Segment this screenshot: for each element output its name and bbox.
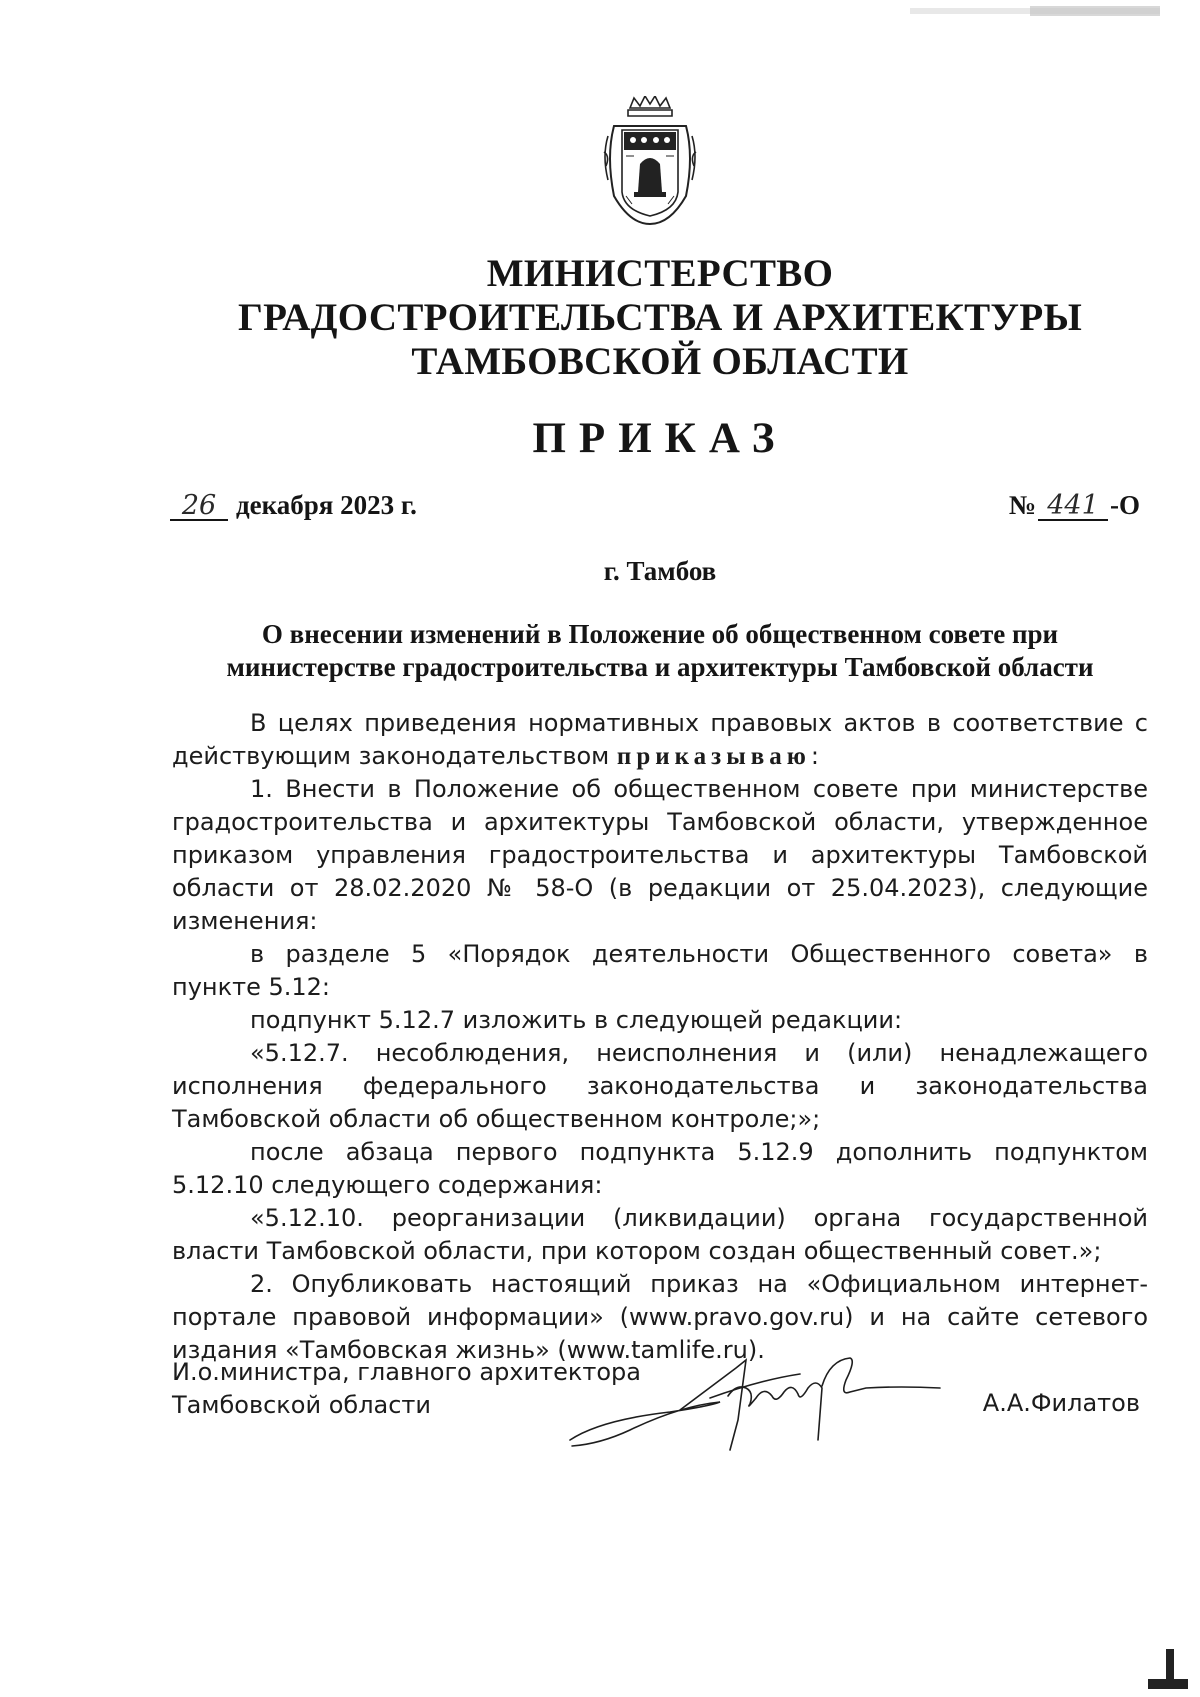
paragraph-subitem-5-12-7-text: «5.12.7. несоблюдения, неисполнения и (или) ненадлежащего исполнения федерального законодательства и законодательства Тамбовской области об общественном контроле;»; — [172, 1039, 1148, 1133]
handwritten-day: 26 — [170, 493, 228, 521]
paragraph-subitem-5-12-10-text: «5.12.10. реорганизации (ликвидации) органа государственной власти Тамбовской области, при котором создан общественный совет.»; — [172, 1204, 1148, 1265]
paragraph-subitem-5-12-7-intro: подпункт 5.12.7 изложить в следующей редакции: — [250, 1006, 903, 1034]
document-type-title: ПРИКАЗ — [532, 415, 788, 462]
signer-position-line-1: И.о.министра, главного архитектора — [172, 1358, 641, 1386]
paragraph-item-1: 1. Внести в Положение об общественном совете при министерстве градостроительства и архитектуры Тамбовской области, утвержденное приказом управления градостроительства и архитектуры Тамбовской области от 28.02.2020 № 58-О (в редакции от 25.04.2023), следующие изменения: — [172, 775, 1148, 935]
ministry-line-1: МИНИСТЕРСТВО — [486, 252, 834, 295]
ministry-line-3: ТАМБОВСКОЙ ОБЛАСТИ — [411, 340, 909, 383]
month-year: декабря 2023 г. — [236, 490, 417, 520]
number-sign: № — [1008, 490, 1036, 520]
ministry-line-2: ГРАДОСТРОИТЕЛЬСТВА И АРХИТЕКТУРЫ — [237, 296, 1083, 339]
subject-line-1: О внесении изменений в Положение об общественном совете при — [261, 619, 1059, 649]
scan-artifact — [910, 6, 1160, 18]
city: г. Тамбов — [603, 556, 717, 586]
scan-corner-artifact — [1148, 1649, 1188, 1689]
preamble-text: В целях приведения нормативных правовых актов в соответствие с действующим законодательством — [172, 709, 1148, 770]
handwritten-number: 441 — [1038, 493, 1108, 521]
preamble-colon: : — [810, 742, 819, 770]
paragraph-section-5: в разделе 5 «Порядок деятельности Общественного совета» в пункте 5.12: — [172, 940, 1148, 1001]
number-suffix: -О — [1110, 490, 1140, 520]
subject-line-2: министерстве градостроительства и архитектуры Тамбовской области — [226, 652, 1094, 682]
order-number — [1009, 490, 1140, 521]
order-date — [170, 490, 417, 521]
handwritten-signature — [560, 1340, 960, 1460]
paragraph-item-2: 2. Опубликовать настоящий приказ на «Официальном интернет-портале правовой информации» (www.pravo.gov.ru) и на сайте сетевого издания «Тамбовская жизнь» (www.tamlife.ru). — [172, 1270, 1148, 1364]
order-subject — [170, 618, 1150, 684]
ministry-name — [0, 252, 1200, 384]
order-body — [172, 707, 1148, 1367]
signer-name: А.А.Филатов — [982, 1389, 1140, 1417]
preamble-order-word: приказываю — [616, 743, 811, 770]
tambov-coat-of-arms-icon — [600, 96, 700, 226]
paragraph-subitem-5-12-10-intro: после абзаца первого подпункта 5.12.9 дополнить подпунктом 5.12.10 следующего содержания: — [172, 1138, 1148, 1199]
paragraph-preamble — [172, 707, 1148, 773]
signer-position-line-2: Тамбовской области — [172, 1391, 432, 1419]
